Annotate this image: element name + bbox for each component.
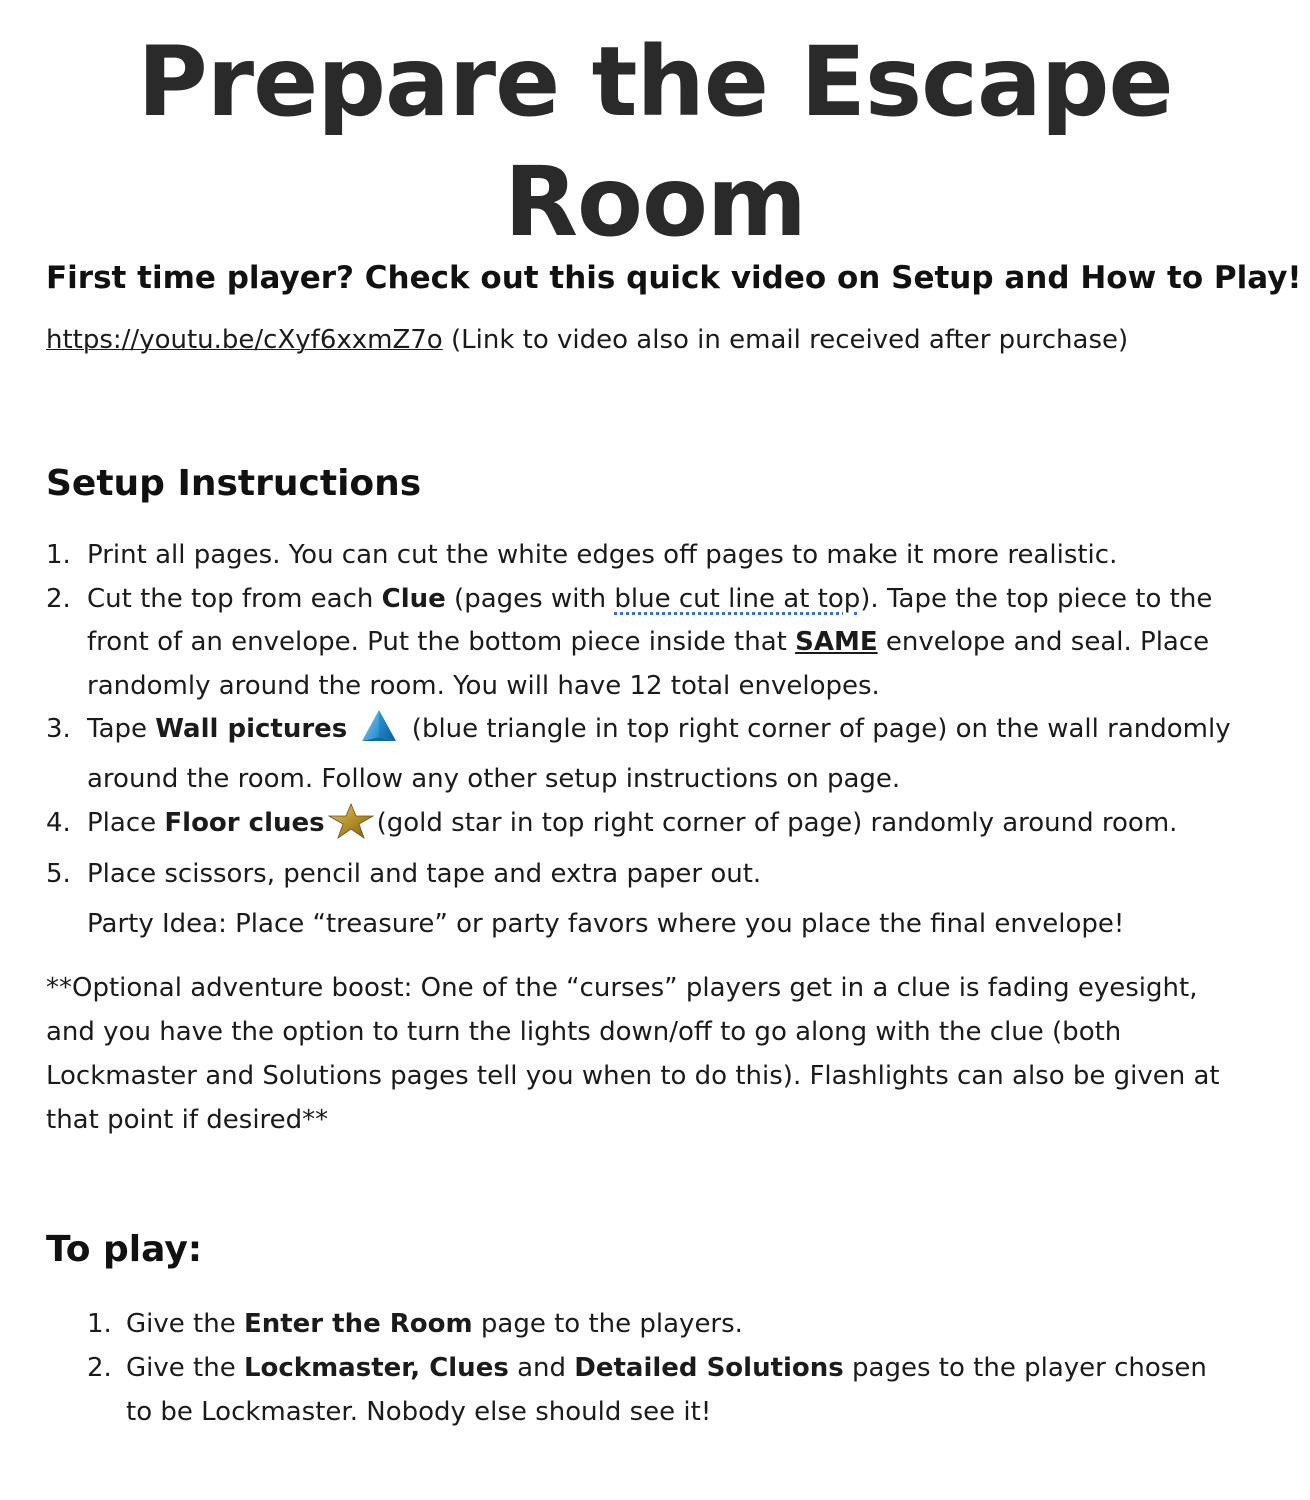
video-link-line bbox=[46, 322, 1128, 358]
step-text: envelope and seal. Place randomly around the room. You will have 12 total envelopes. bbox=[87, 627, 1210, 701]
step-number: 1. bbox=[87, 1309, 112, 1339]
lockmaster-clues-bold: Lockmaster, Clues bbox=[243, 1353, 509, 1383]
enter-room-bold: Enter the Room bbox=[243, 1309, 473, 1339]
adventure-boost-note: **Optional adventure boost: One of the “curses” players get in a clue is fading eyesight, and you have the option to turn the lights down/off to go along with the clue (both Lockmaster and Solutions pages tell you when to do this). Flashlights can also be given at that point if desired** bbox=[46, 973, 1220, 1135]
setup-step-4 bbox=[46, 802, 1276, 854]
setup-step-5 bbox=[46, 853, 1276, 897]
detailed-solutions-bold: Detailed Solutions bbox=[574, 1353, 844, 1383]
step-text: (pages with bbox=[445, 583, 615, 614]
play-steps-list bbox=[87, 1302, 1237, 1434]
step-text: Give the bbox=[126, 1309, 244, 1339]
play-heading: To play: bbox=[46, 1229, 203, 1270]
setup-steps-list bbox=[46, 534, 1276, 897]
party-idea: Party Idea: Place “treasure” or party favors where you place the final envelope! bbox=[87, 909, 1125, 939]
step-number: 2. bbox=[46, 583, 71, 614]
gold-star-icon bbox=[327, 803, 375, 854]
step-text: page to the players. bbox=[472, 1309, 743, 1339]
wall-pictures-bold: Wall pictures bbox=[155, 714, 348, 745]
step-text: Tape bbox=[87, 714, 156, 745]
video-link-note: (Link to video also in email received after purchase) bbox=[442, 325, 1129, 355]
step-text: and bbox=[508, 1353, 575, 1383]
step-text: pages to the player chosen to be Lockmaster. Nobody else should see it! bbox=[126, 1353, 1207, 1427]
video-link[interactable]: https://youtu.be/cXyf6xxmZ7o bbox=[46, 325, 443, 355]
step-text: Place scissors, pencil and tape and extra paper out. bbox=[87, 859, 762, 890]
step-number: 5. bbox=[46, 859, 71, 890]
step-text: Place bbox=[87, 807, 165, 838]
step-text: (gold star in top right corner of page) randomly around room. bbox=[376, 807, 1178, 838]
step-number: 1. bbox=[46, 540, 71, 570]
setup-step-3 bbox=[46, 708, 1276, 801]
step-text: Print all pages. You can cut the white edges off pages to make it more realistic. bbox=[87, 540, 1118, 570]
setup-step-1 bbox=[46, 534, 1276, 578]
setup-heading: Setup Instructions bbox=[46, 463, 422, 504]
step-number: 3. bbox=[46, 714, 71, 745]
step-number: 4. bbox=[46, 807, 71, 838]
step-text: Cut the top from each bbox=[87, 583, 382, 614]
step-text: (blue triangle in top right corner of page) on the wall randomly around the room. Follow any other setup instructions on page. bbox=[87, 714, 1231, 794]
video-heading: First time player? Check out this quick video on Setup and How to Play! bbox=[46, 260, 1302, 296]
floor-clues-bold: Floor clues bbox=[164, 807, 325, 838]
page-title: Prepare the Escape Room bbox=[137, 26, 1173, 258]
step-number: 2. bbox=[87, 1353, 112, 1383]
clue-bold: Clue bbox=[381, 583, 446, 614]
step-text: Give the bbox=[126, 1353, 244, 1383]
play-step-2 bbox=[87, 1346, 1237, 1434]
blue-triangle-icon bbox=[360, 709, 398, 758]
setup-step-2 bbox=[46, 578, 1276, 709]
step-text: ). Tape the top piece to the front of an envelope. Put the bottom piece inside that bbox=[87, 583, 1213, 658]
play-step-1 bbox=[87, 1302, 1237, 1346]
blue-cut-line-text: blue cut line at top bbox=[614, 583, 861, 614]
same-emphasis: SAME bbox=[795, 627, 878, 658]
